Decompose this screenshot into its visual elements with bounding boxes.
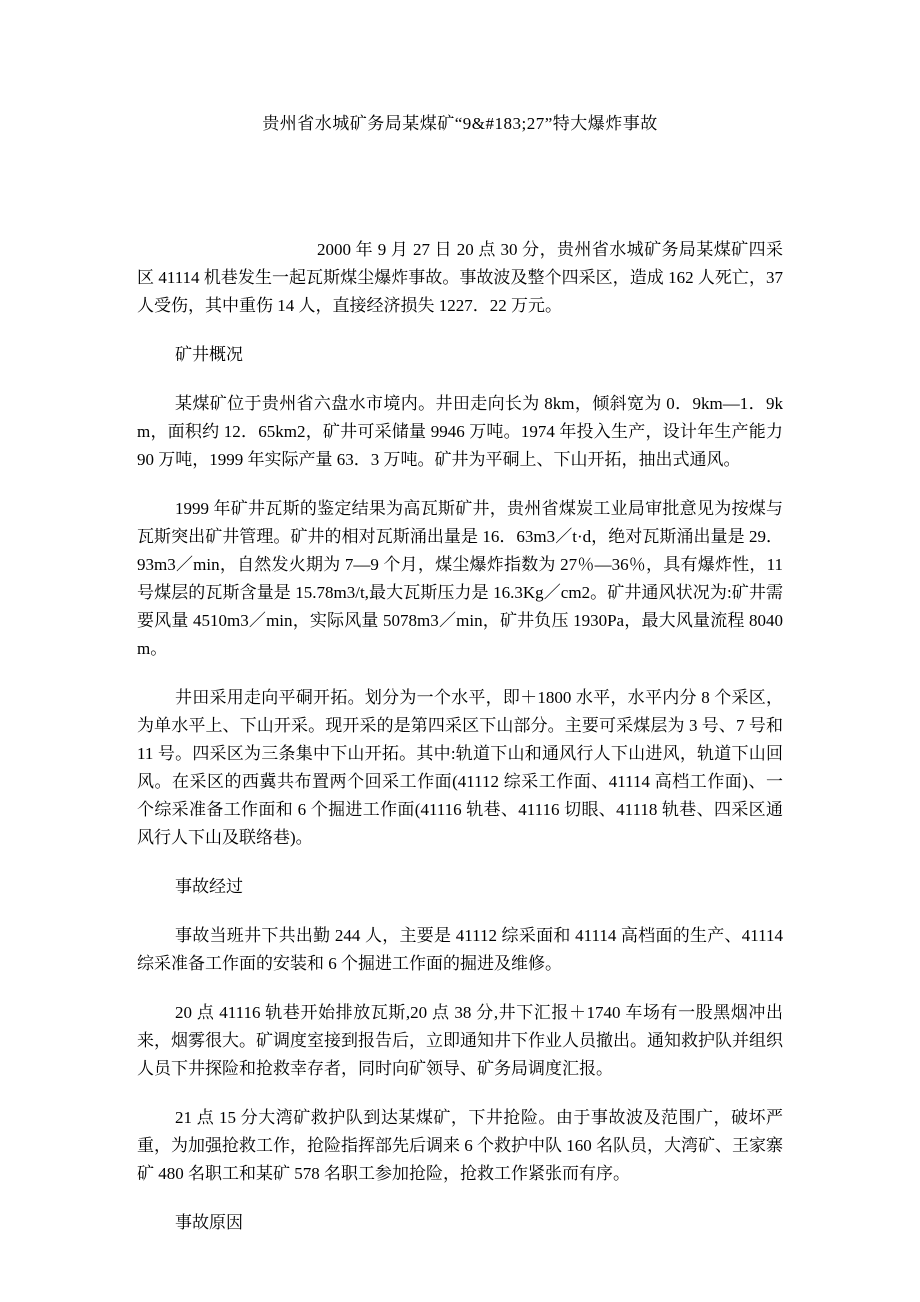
page-title: 贵州省水城矿务局某煤矿“9&#183;27”特大爆炸事故 <box>262 114 658 133</box>
paragraph-rescue-operation: 21 点 15 分大湾矿救护队到达某煤矿，下井抢险。由于事故波及范围广，破坏严重，为加强抢救工作，抢险指挥部先后调来 6 个救护中队 160 名队员，大湾矿、王家寨矿 480 名职工和某矿 578 名职工参加抢险，抢救工作紧张而有序。 <box>137 1108 783 1183</box>
paragraph-mine-layout: 井田采用走向平硐开拓。划分为一个水平，即＋1800 水平，水平内分 8 个采区，为单水平上、下山开采。现开采的是第四采区下山部分。主要可采煤层为 3 号、7 号和 11 号。四采区为三条集中下山开拓。其中:轨道下山和通风行人下山进风，轨道下山回风。在采区的西冀共布置两个回采工作面(41112 综采工作面、41114 高档工作面)、一个综采准备工作面和 6 个掘进工作面(41116 轨巷、41116 切眼、41118 轨巷、四采区通风行人下山及联络巷)。 <box>137 688 783 847</box>
paragraph-gas-discharge: 20 点 41116 轨巷开始排放瓦斯,20 点 38 分,井下汇报＋1740 车场有一股黑烟冲出来，烟雾很大。矿调度室接到报告后，立即通知井下作业人员撤出。通知救护队并组织人员下井探险和抢救幸存者，同时向矿领导、矿务局调度汇报。 <box>137 1003 783 1078</box>
paragraph-accident-summary: 2000 年 9 月 27 日 20 点 30 分，贵州省水城矿务局某煤矿四采区 41114 机巷发生一起瓦斯煤尘爆炸事故。事故波及整个四采区，造成 162 人死亡，37 人受伤，其中重伤 14 人，直接经济损失 1227．22 万元。 <box>137 240 783 315</box>
heading-mine-overview: 矿井概况 <box>175 345 243 364</box>
paragraph-mine-location: 某煤矿位于贵州省六盘水市境内。井田走向长为 8km，倾斜宽为 0．9km—1．9km，面积约 12．65km2，矿井可采储量 9946 万吨。1974 年投入生产，设计年生产能力 90 万吨，1999 年实际产量 63．3 万吨。矿井为平硐上、下山开拓，抽出式通风。 <box>137 394 783 469</box>
heading-accident-cause: 事故原因 <box>175 1213 243 1232</box>
paragraph-shift-attendance: 事故当班井下共出勤 244 人，主要是 41112 综采面和 41114 高档面的生产、41114 综采准备工作面的安装和 6 个掘进工作面的掘进及维修。 <box>137 926 783 973</box>
paragraph-gas-assessment: 1999 年矿井瓦斯的鉴定结果为高瓦斯矿井，贵州省煤炭工业局审批意见为按煤与瓦斯突出矿井管理。矿井的相对瓦斯涌出量是 16．63m3／t·d，绝对瓦斯涌出量是 29．93m3／min，自然发火期为 7—9 个月，煤尘爆炸指数为 27％—36％，具有爆炸性，11 号煤层的瓦斯含量是 15.78m3/t,最大瓦斯压力是 16.3Kg／cm2。矿井通风状况为:矿井需要风量 4510m3／min，实际风量 5078m3／min，矿井负压 1930Pa，最大风量流程 8040m。 <box>137 499 783 658</box>
heading-accident-course: 事故经过 <box>175 877 243 896</box>
